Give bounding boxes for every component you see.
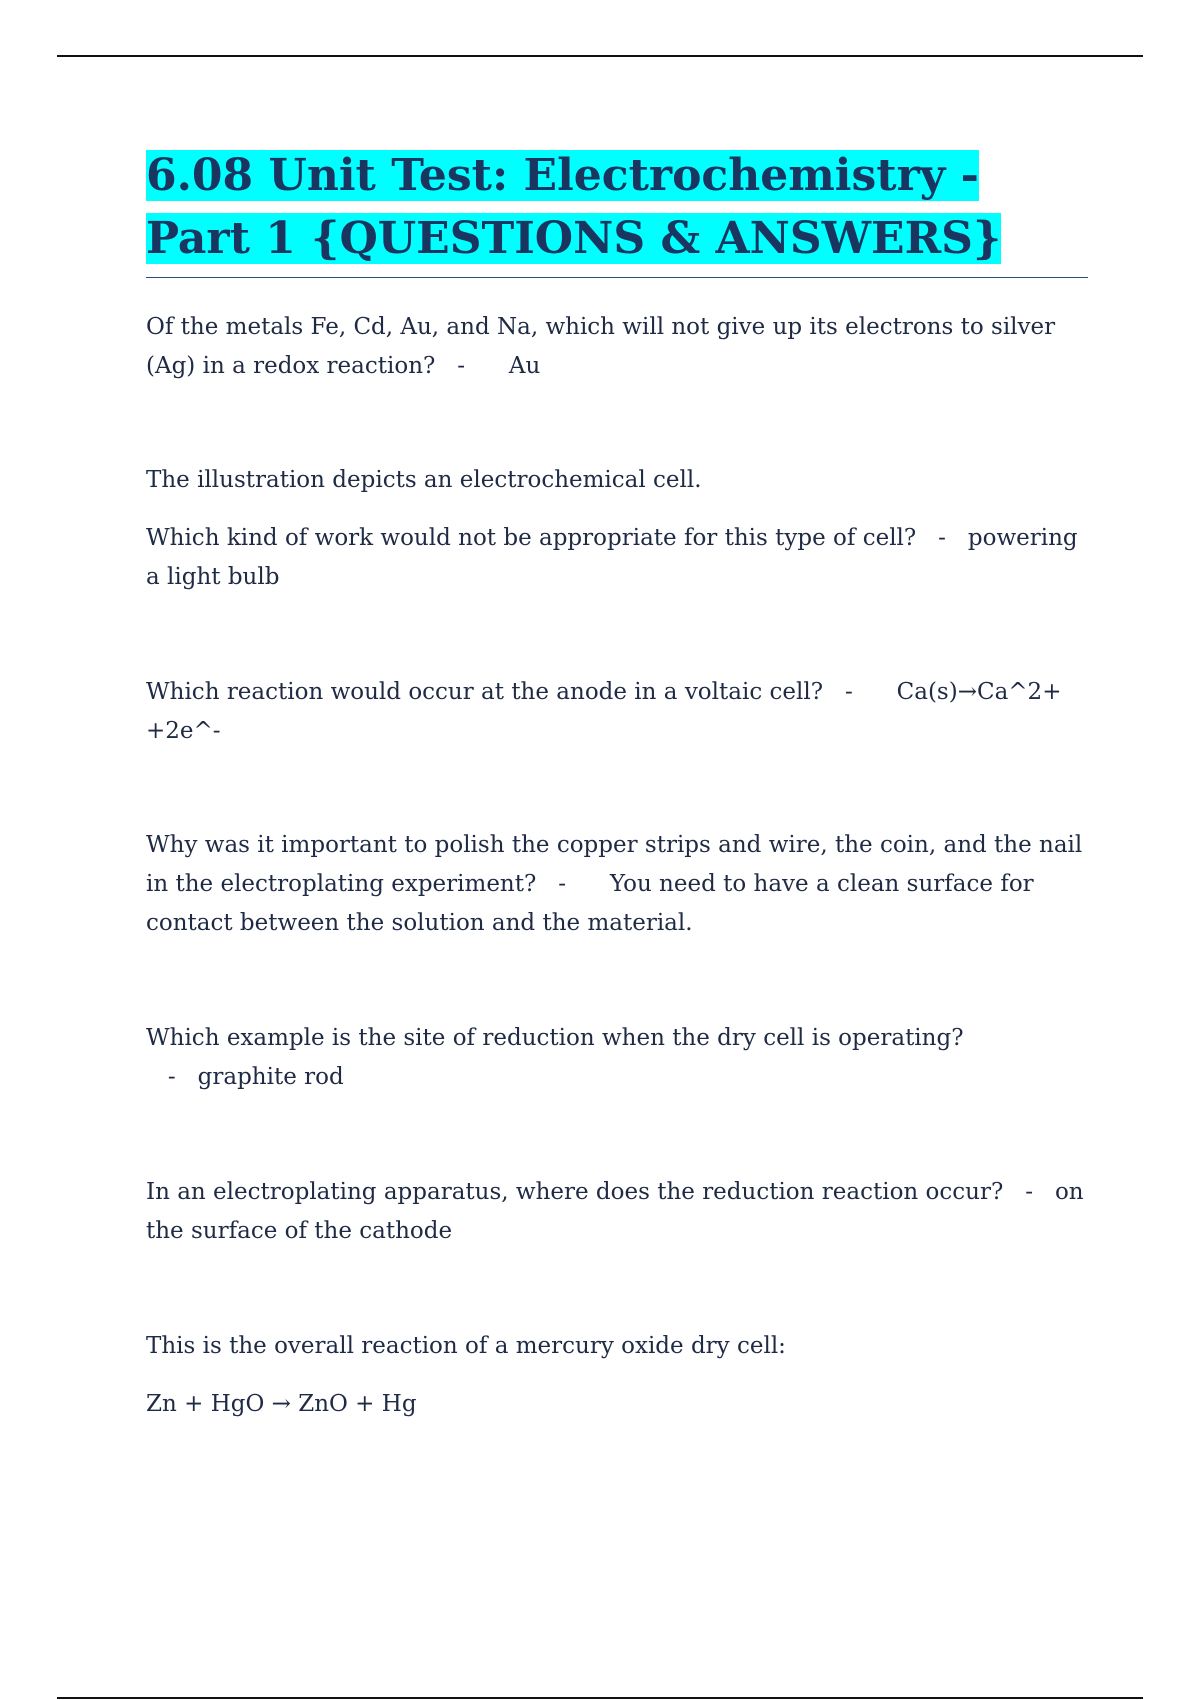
qa-text	[146, 308, 1086, 386]
qa-item-4	[146, 826, 1086, 943]
question-text: In an electroplating apparatus, where does the reduction reaction occur?	[146, 1179, 1004, 1205]
qa-text	[146, 1173, 1086, 1251]
qa-item-3	[146, 673, 1086, 751]
intro-text: This is the overall reaction of a mercury oxide dry cell:	[146, 1333, 786, 1359]
answer-text: on the surface of the cathode	[146, 1179, 1084, 1244]
qa-content	[146, 308, 1086, 1424]
qa-item-6	[146, 1173, 1086, 1251]
qa-item-7	[146, 1327, 1086, 1424]
question-text: Why was it important to polish the copper strips and wire, the coin, and the nail in the electroplating experiment?	[146, 832, 1083, 897]
qa-text	[146, 1019, 1086, 1097]
qa-separator: -	[435, 353, 509, 379]
qa-separator: -	[916, 525, 968, 551]
answer-text: Ca(s)→Ca^2+ +2e^-	[146, 679, 1062, 744]
qa-text	[146, 519, 1086, 597]
qa-item-5	[146, 1019, 1086, 1097]
qa-separator: -	[146, 1064, 198, 1090]
qa-separator: -	[823, 679, 897, 705]
qa-item-1	[146, 308, 1086, 386]
qa-separator: -	[536, 871, 610, 897]
question-text: Which kind of work would not be appropriate for this type of cell?	[146, 525, 917, 551]
intro-text: The illustration depicts an electrochemical cell.	[146, 467, 702, 493]
qa-text	[146, 673, 1086, 751]
answer-text: powering a light bulb	[146, 525, 1078, 590]
qa-separator: -	[1003, 1179, 1055, 1205]
page-top-rule	[57, 55, 1143, 57]
qa-item-2	[146, 461, 1086, 597]
title-highlight: 6.08 Unit Test: Electrochemistry - Part 1 {QUESTIONS & ANSWERS}	[146, 150, 1002, 264]
answer-text: graphite rod	[197, 1064, 344, 1090]
question-text: Which example is the site of reduction when the dry cell is operating?	[146, 1025, 964, 1051]
equation-text: Zn + HgO → ZnO + Hg	[146, 1391, 417, 1417]
question-text: Of the metals Fe, Cd, Au, and Na, which will not give up its electrons to silver (Ag) in a redox reaction?	[146, 314, 1056, 379]
page-bottom-rule	[57, 1697, 1143, 1699]
document-title	[146, 144, 1086, 270]
answer-text: You need to have a clean surface for contact between the solution and the material.	[146, 871, 1034, 936]
qa-text	[146, 826, 1086, 943]
title-underline	[146, 277, 1088, 278]
answer-text: Au	[508, 353, 541, 379]
question-text: Which reaction would occur at the anode in a voltaic cell?	[146, 679, 824, 705]
